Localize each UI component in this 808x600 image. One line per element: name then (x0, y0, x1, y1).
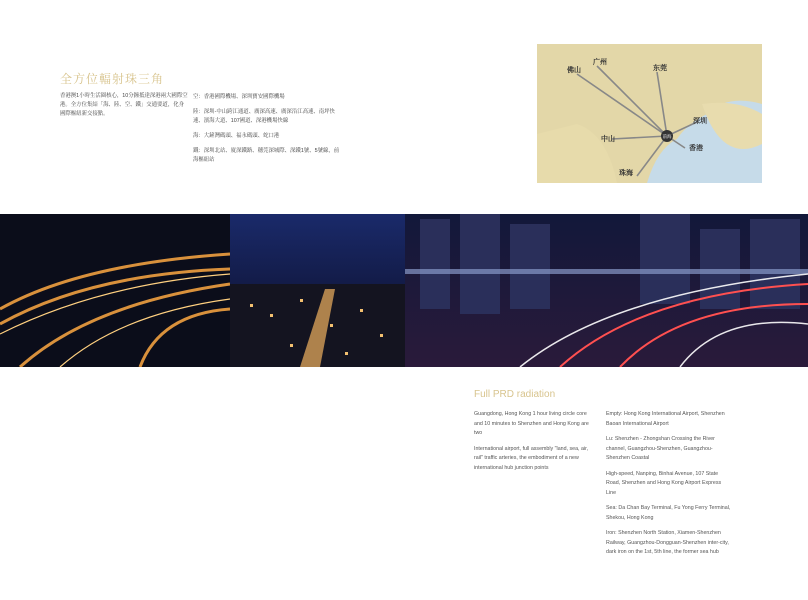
transport-item: 陸：深圳-中山跨江通道、廣深高速、廣深沿江高速、南坪快速、濱海大道、107國道、深港機場快線 (193, 109, 335, 124)
map-city-label: 香港 (689, 145, 703, 152)
intro-text-en (474, 410, 594, 479)
transport-item: 鐵：深圳北站、廈深鐵路、穗莞深城際、深鐵1號、5號線，前海樞紐站 (193, 148, 340, 163)
map-city-label: 深圳 (693, 118, 707, 125)
intro-text-cn: 香港澳1小時生活圈核心，10分鐘抵達深港兩大國際空港。全方位集結「海、陸、空、鐵」交通要道，化身國際樞紐新交接點。 (60, 93, 188, 117)
page-title-en: Full PRD radiation (474, 389, 556, 400)
transport-item: 空：香港國際機場、深圳寶安國際機場 (193, 94, 285, 100)
page-title-cn: 全方位輻射珠三角 (60, 72, 165, 86)
map-city-label: 中山 (601, 136, 615, 143)
transport-list-en (606, 410, 731, 564)
map-city-label: 佛山 (567, 67, 581, 74)
transport-item: Lu: Shenzhen - Zhongshan Crossing the River channel, Guangzhou-Shenzhen, Guangzhou-Shenzhen Coastal (606, 436, 715, 461)
transport-list-cn (193, 93, 343, 171)
transport-item: Empty: Hong Kong International Airport, Shenzhen Baoan International Airport (606, 411, 725, 427)
paragraph: Guangdong, Hong Kong 1 hour living circle core and 10 minutes to Shenzhen and Hong Kong are two (474, 411, 589, 436)
transport-item: Sea: Da Chan Bay Terminal, Fu Yong Ferry Terminal, Shekou, Hong Kong (606, 505, 731, 521)
transport-item: Iron: Shenzhen North Station, Xiamen-Shenzhen Railway, Guangzhou-Dongguan-Shenzhen inter-city, dark iron on the 1st, 5th line, the former sea hub (606, 530, 729, 555)
paragraph: International airport, full assembly "land, sea, air, rail" traffic arteries, the embodiment of a new international hub junction points (474, 445, 589, 471)
prd-map (537, 44, 762, 183)
map-city-label: 珠海 (619, 170, 633, 177)
map-city-label: 广州 (593, 59, 607, 66)
map-city-label: 东莞 (653, 65, 667, 72)
transport-item: 海：大鏟灣碼頭、福永碼頭、蛇口港 (193, 133, 280, 139)
photo-strip (0, 214, 808, 367)
transport-item: High-speed, Nanping, Binhai Avenue, 107 State Road, Shenzhen and Hong Kong Airport Express Line (606, 470, 722, 496)
map-center-label: 前海 (662, 134, 672, 139)
